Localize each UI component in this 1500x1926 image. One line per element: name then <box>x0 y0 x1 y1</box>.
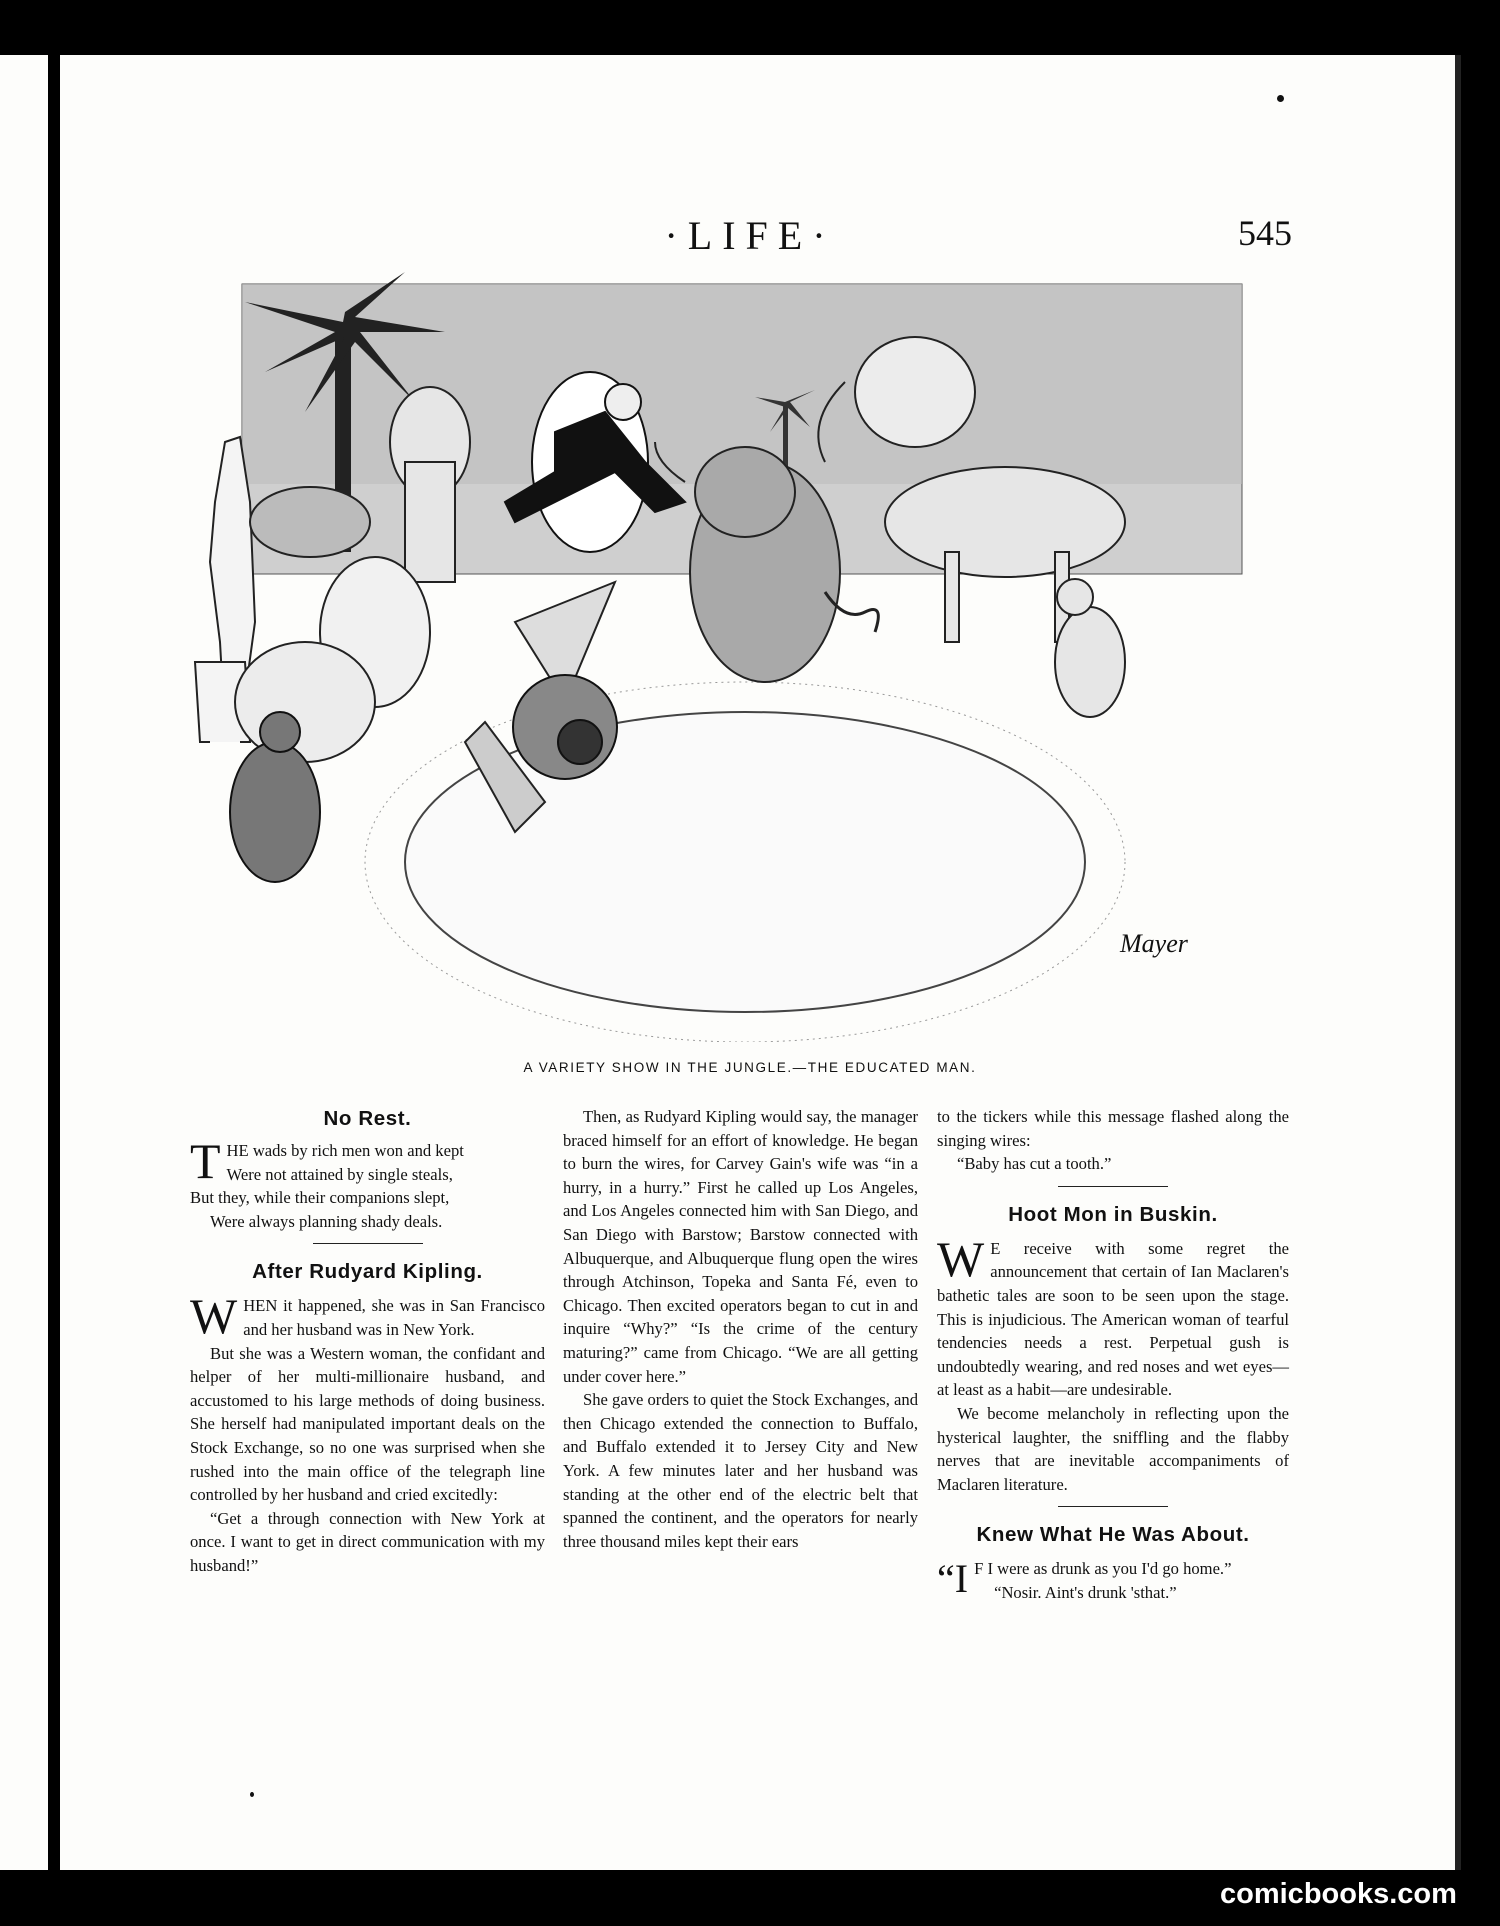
paragraph: “Nosir. Aint's drunk 'sthat.” <box>994 1582 1177 1602</box>
poem-line: Were not attained by single steals, <box>226 1164 453 1184</box>
column-3 <box>937 1105 1289 1605</box>
poem-line: Were always planning shady deals. <box>210 1211 443 1231</box>
article-title-knew: Knew What He Was About. <box>976 1523 1250 1547</box>
paragraph: to the tickers while this message flashed along the singing wires: <box>937 1107 1289 1150</box>
paragraph: Then, as Rudyard Kipling would say, the manager braced himself for an effort of knowledge. He began to burn the wires, for Carvey Gain's wife was “in a hurry, in a hurry.” First he called up Los Angeles, and Los Angeles connected him with San Diego, and San Diego with Barstow; Barstow connected with Albuquerque, and Albuquerque flung open the wires through Atchinson, Topeka and Santa Fé, even to Chicago. Then excited operators began to cut in and inquire “Why?” “Is the crime of the century maturing?” came from Chicago. “We are all getting under cover here.” <box>563 1107 918 1386</box>
section-divider <box>313 1243 423 1244</box>
drop-cap: “I <box>937 1556 969 1602</box>
section-divider <box>1058 1506 1168 1507</box>
illustration-caption: A VARIETY SHOW IN THE JUNGLE.—THE EDUCATED MAN. <box>523 1060 977 1075</box>
poem-line: But they, while their companions slept, <box>190 1188 450 1208</box>
paragraph-text: E receive with some regret the announcement that certain of Ian Maclaren's bathetic tales are soon to be seen upon the stage. This is injudicious. The American woman of tearful tendencies needs a rest. Perpetual gush is undoubtedly wearing, and red noses and wet eyes—at least as a habit—are undesirable. <box>937 1238 1289 1400</box>
section-divider <box>1058 1186 1168 1187</box>
page-edge-shadow <box>1455 55 1461 1870</box>
lion <box>235 642 375 762</box>
paragraph-text: F I were as drunk as you I'd go home.” <box>974 1559 1232 1579</box>
column-1 <box>190 1105 545 1578</box>
jungle-variety-show-illustration <box>185 262 1300 1042</box>
facing-page-edge <box>0 55 48 1870</box>
paragraph: But she was a Western woman, the confidant and helper of her multi-millionaire husband, and accustomed to his large methods of doing business. She herself had manipulated important deals on the Stock Exchange, so no one was surprised when she rushed into the main office of the telegraph line controlled by her husband and cried excitedly: <box>190 1343 545 1505</box>
rhinoceros <box>250 487 370 557</box>
paragraph-text: HEN it happened, she was in San Francisco and her husband was in New York. <box>243 1296 545 1339</box>
monkey-right <box>1055 579 1125 717</box>
book-gutter <box>48 55 60 1870</box>
drop-cap: W <box>190 1288 238 1345</box>
paragraph: “Get a through connection with New York at once. I want to get in direct communication with my husband!” <box>190 1508 545 1575</box>
ball-moon <box>513 675 617 779</box>
source-watermark: comicbooks.com <box>1220 1878 1457 1910</box>
drop-cap: W <box>937 1230 985 1287</box>
paragraph: “Baby has cut a tooth.” <box>957 1154 1112 1174</box>
poem-no-rest <box>190 1133 545 1233</box>
article-title-hoot-mon: Hoot Mon in Buskin. <box>1008 1202 1218 1226</box>
drop-cap: T <box>190 1133 221 1189</box>
paragraph: She gave orders to quiet the Stock Exchanges, and then Chicago extended the connection to Buffalo, and Buffalo extended it to Jersey City and New York. A few minutes later and her husband was standing at the other end of the electric belt that spanned the continent, and the operators for nearly three thousand miles kept their ears <box>563 1390 919 1551</box>
article-title-no-rest: No Rest. <box>323 1107 412 1130</box>
masthead-title: ·LIFE· <box>664 213 836 258</box>
paragraph <box>937 1230 1289 1402</box>
poem-line: HE wads by rich men won and kept <box>226 1141 464 1160</box>
ink-speck <box>250 1792 254 1797</box>
ink-speck <box>1277 95 1284 102</box>
paragraph <box>190 1288 545 1345</box>
page-number: 545 <box>1238 213 1292 253</box>
paragraph: We become melancholy in reflecting upon the hysterical laughter, the sniffling and the flabby nerves that are inevitable accompaniments of Maclaren literature. <box>937 1403 1289 1494</box>
column-2 <box>563 1105 918 1553</box>
article-title-kipling: After Rudyard Kipling. <box>252 1260 483 1284</box>
artist-signature: Mayer <box>1120 929 1188 958</box>
